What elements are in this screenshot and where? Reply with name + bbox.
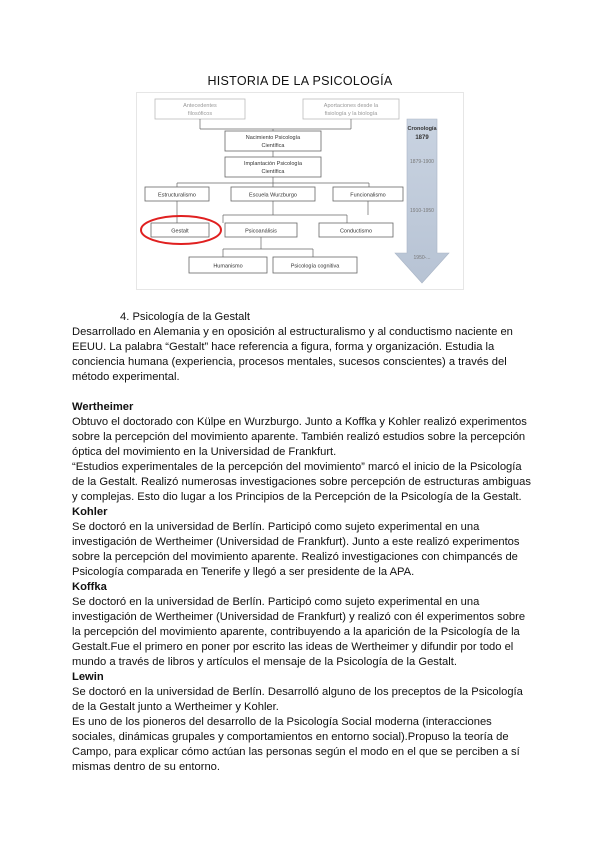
- paragraph-line: mismas dentro de su entorno.: [72, 761, 220, 773]
- svg-text:Humanismo: Humanismo: [213, 263, 243, 270]
- person-heading-koffka: Koffka: [72, 581, 107, 593]
- page-title: HISTORIA DE LA PSICOLOGÍA: [207, 74, 393, 88]
- paragraph-line: de la Gestalt. Realizó numerosas investigaciones sobre percepción de estructuras ambiguas: [72, 476, 531, 488]
- svg-text:Conductismo: Conductismo: [339, 228, 373, 235]
- person-heading-kohler: Kohler: [72, 506, 108, 518]
- svg-text:Implantación Psicología: Implantación Psicología: [243, 161, 303, 167]
- paragraph-line: investigación de Wertheimer (Universidad de Frankfurt) y realizó con él experimentos sobre: [72, 611, 526, 623]
- history-diagram: [136, 92, 464, 290]
- intro-line: conciencia humana (experiencia, procesos mentales, sucesos conscientes) a través del: [72, 356, 507, 368]
- person-heading-lewin: Lewin: [72, 671, 104, 683]
- funcionalismo-box: [333, 187, 403, 201]
- svg-text:fisiología y la biología: fisiología y la biología: [324, 111, 378, 117]
- paragraph-line: mundo a través de libros y artículos el mensaje de la Psicología de la Gestalt.: [72, 656, 457, 668]
- paragraph-line: Campo, para explicar cómo actúan las personas según el modo en el que se perciben a sí: [72, 746, 520, 758]
- nacimiento-box: [225, 131, 321, 151]
- estructuralismo-box: [145, 187, 209, 201]
- svg-text:Gestalt: Gestalt: [171, 228, 189, 235]
- svg-text:1910-1950: 1910-1950: [410, 208, 434, 214]
- antecedentes-box: [155, 99, 245, 119]
- svg-text:Aportaciones desde la: Aportaciones desde la: [323, 103, 379, 109]
- svg-text:Científica: Científica: [261, 169, 285, 175]
- svg-text:1879-1900: 1879-1900: [410, 159, 434, 165]
- paragraph-line: Gestalt.Fue el primero en poner por escrito las ideas de Wertheimer y difundir por todo el: [72, 641, 514, 653]
- svg-text:Escuela Wurzburgo: Escuela Wurzburgo: [249, 192, 297, 199]
- intro-line: método experimental.: [72, 371, 180, 383]
- humanismo-box: [189, 257, 267, 273]
- gestalt-box: [151, 223, 209, 237]
- paragraph-line: de la Gestalt junto a Wertheimer y Kohler.: [72, 701, 279, 713]
- svg-text:Antecedentes: Antecedentes: [183, 103, 217, 109]
- paragraph-line: “Estudios experimentales de la percepción del movimiento” marcó el inicio de la Psicología: [72, 461, 522, 473]
- paragraph-line: y complejas. Esto dio lugar a los Principios de la Percepción de la Psicología de la Gestalt.: [72, 491, 522, 503]
- svg-text:Cronología: Cronología: [407, 126, 437, 132]
- svg-text:Científica: Científica: [261, 143, 285, 149]
- svg-text:Funcionalismo: Funcionalismo: [350, 192, 386, 199]
- svg-text:Estructuralismo: Estructuralismo: [158, 192, 196, 199]
- person-heading-wertheimer: Wertheimer: [72, 401, 134, 413]
- psicoanalisis-box: [225, 223, 297, 237]
- svg-text:Psicoanálisis: Psicoanálisis: [245, 228, 277, 235]
- implantacion-box: [225, 157, 321, 177]
- intro-line: EEUU. La palabra “Gestalt” hace referencia a figura, forma y organización. Estudia la: [72, 341, 495, 353]
- svg-text:Psicología cognitiva: Psicología cognitiva: [290, 263, 340, 270]
- svg-text:1950-...: 1950-...: [413, 255, 431, 261]
- document-body: [72, 310, 532, 775]
- intro-line: Desarrollado en Alemania y en oposición al estructuralismo y al conductismo naciente en: [72, 326, 513, 338]
- paragraph-line: Se doctoró en la universidad de Berlín. Participó como sujeto experimental en una: [72, 521, 480, 533]
- aportaciones-box: [303, 99, 399, 119]
- paragraph-line: sobre la percepción del movimiento aparente. También realizó estudios sobre la percepción: [72, 431, 526, 443]
- svg-text:filosóficos: filosóficos: [187, 111, 213, 117]
- paragraph-line: sociales, dinámicas grupales y comportamientos en entorno social).Propuso la teoría de: [72, 731, 509, 743]
- paragraph-line: Psicología comparada en Tenerife y llegó a ser presidente de la APA.: [72, 566, 415, 578]
- psicologia-cognitiva-box: [273, 257, 357, 273]
- paragraph-line: Obtuvo el doctorado con Külpe en Wurzburgo. Junto a Koffka y Kohler realizó experimentos: [72, 416, 527, 428]
- paragraph-line: sobre la percepción del movimiento aparente. Realizó investigaciones con chimpancés de: [72, 551, 518, 563]
- svg-text:1879: 1879: [415, 135, 429, 141]
- wurzburgo-box: [231, 187, 315, 201]
- section-heading: 4. Psicología de la Gestalt: [120, 311, 250, 323]
- svg-text:Nacimiento Psicología: Nacimiento Psicología: [245, 135, 301, 141]
- conductismo-box: [319, 223, 393, 237]
- paragraph-line: la percepción del movimiento aparente, contribuyendo a la aparición de la Psicología de la: [72, 626, 520, 638]
- paragraph-line: Es uno de los pioneros del desarrollo de la Psicología Social moderna (interacciones: [72, 716, 492, 728]
- paragraph-line: óptica del movimiento en la Universidad de Frankfurt.: [72, 446, 337, 458]
- paragraph-line: investigación de Wertheimer (Universidad de Frankfurt). Junto a este realizó experimentos: [72, 536, 520, 548]
- paragraph-line: Se doctoró en la universidad de Berlín. Participó como sujeto experimental en una: [72, 596, 480, 608]
- paragraph-line: Se doctoró en la universidad de Berlín. Desarrolló alguno de los preceptos de la Psicología: [72, 686, 523, 698]
